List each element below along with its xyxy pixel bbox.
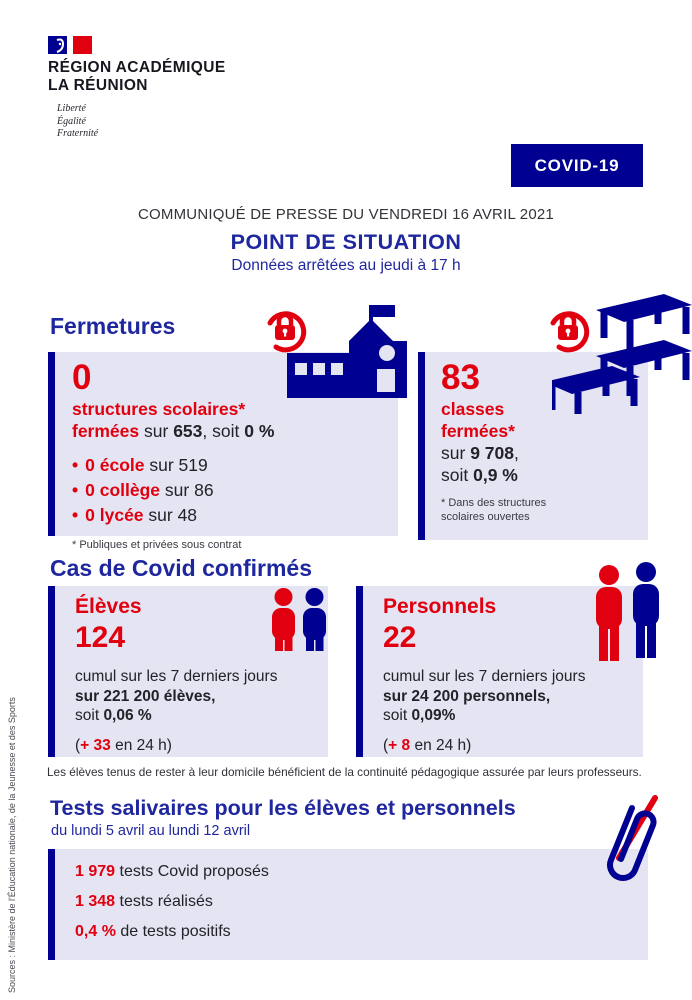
text-fragment: en 24 h) xyxy=(110,736,172,754)
classes-percentage: 0,9 % xyxy=(473,465,518,485)
tests-row-positive xyxy=(75,923,638,941)
tests-period-subtitle: du lundi 5 avril au lundi 12 avril xyxy=(51,823,251,839)
classes-label-line2: fermées* xyxy=(441,421,515,441)
eleves-cumul-line: cumul sur les 7 derniers jours xyxy=(75,668,278,685)
list-item-lycee xyxy=(72,503,388,528)
pedagogical-continuity-note: Les élèves tenus de rester à leur domicile bénéficient de la continuité pédagogique assurée par leurs professeurs. xyxy=(47,765,642,779)
college-total: 86 xyxy=(194,480,214,500)
eleves-percentage: 0,06 % xyxy=(103,707,152,724)
structures-ratio-line xyxy=(72,420,388,442)
bullet-marker: • xyxy=(72,505,79,525)
structures-closed-count: 0 xyxy=(72,358,92,397)
school-building-icon xyxy=(287,303,407,398)
tests-heading: Tests salivaires pour les élèves et personnels xyxy=(50,796,516,820)
org-name-line2: LA RÉUNION xyxy=(48,77,148,94)
lycee-total: 48 xyxy=(177,505,198,525)
personnels-percentage: 0,09% xyxy=(411,707,456,724)
classes-footnote-line1: * Dans des structures xyxy=(441,497,547,509)
structures-total: 653 xyxy=(173,421,203,441)
college-count: 0 collège xyxy=(85,480,161,500)
bullet-marker: • xyxy=(72,480,79,500)
data-cutoff-subtitle: Données arrêtées au jeudi à 17 h xyxy=(231,257,461,274)
personnels-delta-value: + 8 xyxy=(388,736,411,754)
motto-fraternite: Fraternité xyxy=(57,128,99,139)
tests-performed-label: tests réalisés xyxy=(115,893,213,910)
fermetures-heading: Fermetures xyxy=(50,313,176,339)
classes-closed-count: 83 xyxy=(441,358,480,397)
text-fragment: ( xyxy=(383,736,389,754)
text-fragment: sur xyxy=(139,421,174,441)
text-fragment: , xyxy=(513,443,519,463)
bullet-marker: • xyxy=(72,455,79,475)
tests-proposed-label: tests Covid proposés xyxy=(115,863,269,880)
covid-cases-heading: Cas de Covid confirmés xyxy=(50,555,313,581)
french-flag-icon xyxy=(48,36,92,54)
sources-credit: Sources : Ministère de l'Éducation nationale, de la Jeunesse et des Sports xyxy=(7,697,17,993)
text-fragment: sur xyxy=(144,455,179,475)
covid-19-badge: COVID-19 xyxy=(511,144,643,187)
staff-icon xyxy=(593,562,663,662)
tests-proposed-value: 1 979 xyxy=(75,863,116,880)
eleves-total-line: sur 221 200 élèves, xyxy=(75,687,216,705)
eleves-delta-line xyxy=(75,737,322,755)
classes-percentage-line xyxy=(441,464,640,486)
ecole-total: 519 xyxy=(178,455,208,475)
text-fragment: soit xyxy=(441,465,474,485)
text-fragment: soit xyxy=(75,707,104,724)
text-fragment: , soit xyxy=(202,421,245,441)
paperclip-icon xyxy=(593,795,659,887)
press-release-date-line: COMMUNIQUÉ DE PRESSE DU VENDREDI 16 AVRIL 2021 xyxy=(138,206,554,223)
text-fragment: sur xyxy=(143,505,178,525)
text-fragment: ( xyxy=(75,736,81,754)
classes-footnote xyxy=(441,496,640,524)
personnels-total-line: sur 24 200 personnels, xyxy=(383,687,551,705)
lycee-count: 0 lycée xyxy=(85,505,144,525)
structures-footnote: * Publiques et privées sous contrat xyxy=(72,539,242,551)
structures-percentage: 0 % xyxy=(244,421,275,441)
tests-positive-label: de tests positifs xyxy=(115,923,231,940)
republic-motto xyxy=(57,103,226,141)
eleves-delta-value: + 33 xyxy=(80,736,111,754)
text-fragment: soit xyxy=(383,707,412,724)
page-title: POINT DE SITUATION xyxy=(230,230,462,254)
motto-egalite: Égalité xyxy=(57,115,86,127)
motto-liberte: Liberté xyxy=(57,103,86,114)
org-name-line1: RÉGION ACADÉMIQUE xyxy=(48,59,226,76)
personnels-title: Personnels xyxy=(383,595,497,618)
personnels-cumul-line: cumul sur les 7 derniers jours xyxy=(383,668,586,685)
structures-closed-word: fermées xyxy=(72,421,140,441)
text-fragment: en 24 h) xyxy=(410,736,472,754)
tests-card xyxy=(48,849,648,960)
personnels-detail xyxy=(383,667,637,726)
tests-row-performed xyxy=(75,893,638,911)
list-item-ecole xyxy=(72,453,388,478)
tests-performed-value: 1 348 xyxy=(75,893,116,910)
organization-name xyxy=(48,59,226,95)
list-item-college xyxy=(72,478,388,503)
classes-label-line1: classes xyxy=(441,399,505,419)
eleves-detail xyxy=(75,667,322,726)
structures-label: structures scolaires* xyxy=(72,399,246,419)
eleves-title: Élèves xyxy=(75,595,142,618)
eleves-case-count: 124 xyxy=(75,621,126,654)
personnels-case-count: 22 xyxy=(383,621,417,654)
tests-row-proposed xyxy=(75,863,638,881)
ecole-count: 0 école xyxy=(85,455,145,475)
text-fragment: sur xyxy=(441,443,471,463)
tests-positive-value: 0,4 % xyxy=(75,923,116,940)
classes-footnote-line2: scolaires ouvertes xyxy=(441,511,530,523)
logo-region-academique xyxy=(48,36,226,141)
structures-breakdown-list xyxy=(72,453,388,528)
personnels-delta-line xyxy=(383,737,637,755)
classes-total-line xyxy=(441,442,640,464)
text-fragment: sur xyxy=(160,480,195,500)
school-desks-icon xyxy=(552,294,692,414)
classes-total: 9 708 xyxy=(470,443,514,463)
students-icon xyxy=(270,588,330,652)
